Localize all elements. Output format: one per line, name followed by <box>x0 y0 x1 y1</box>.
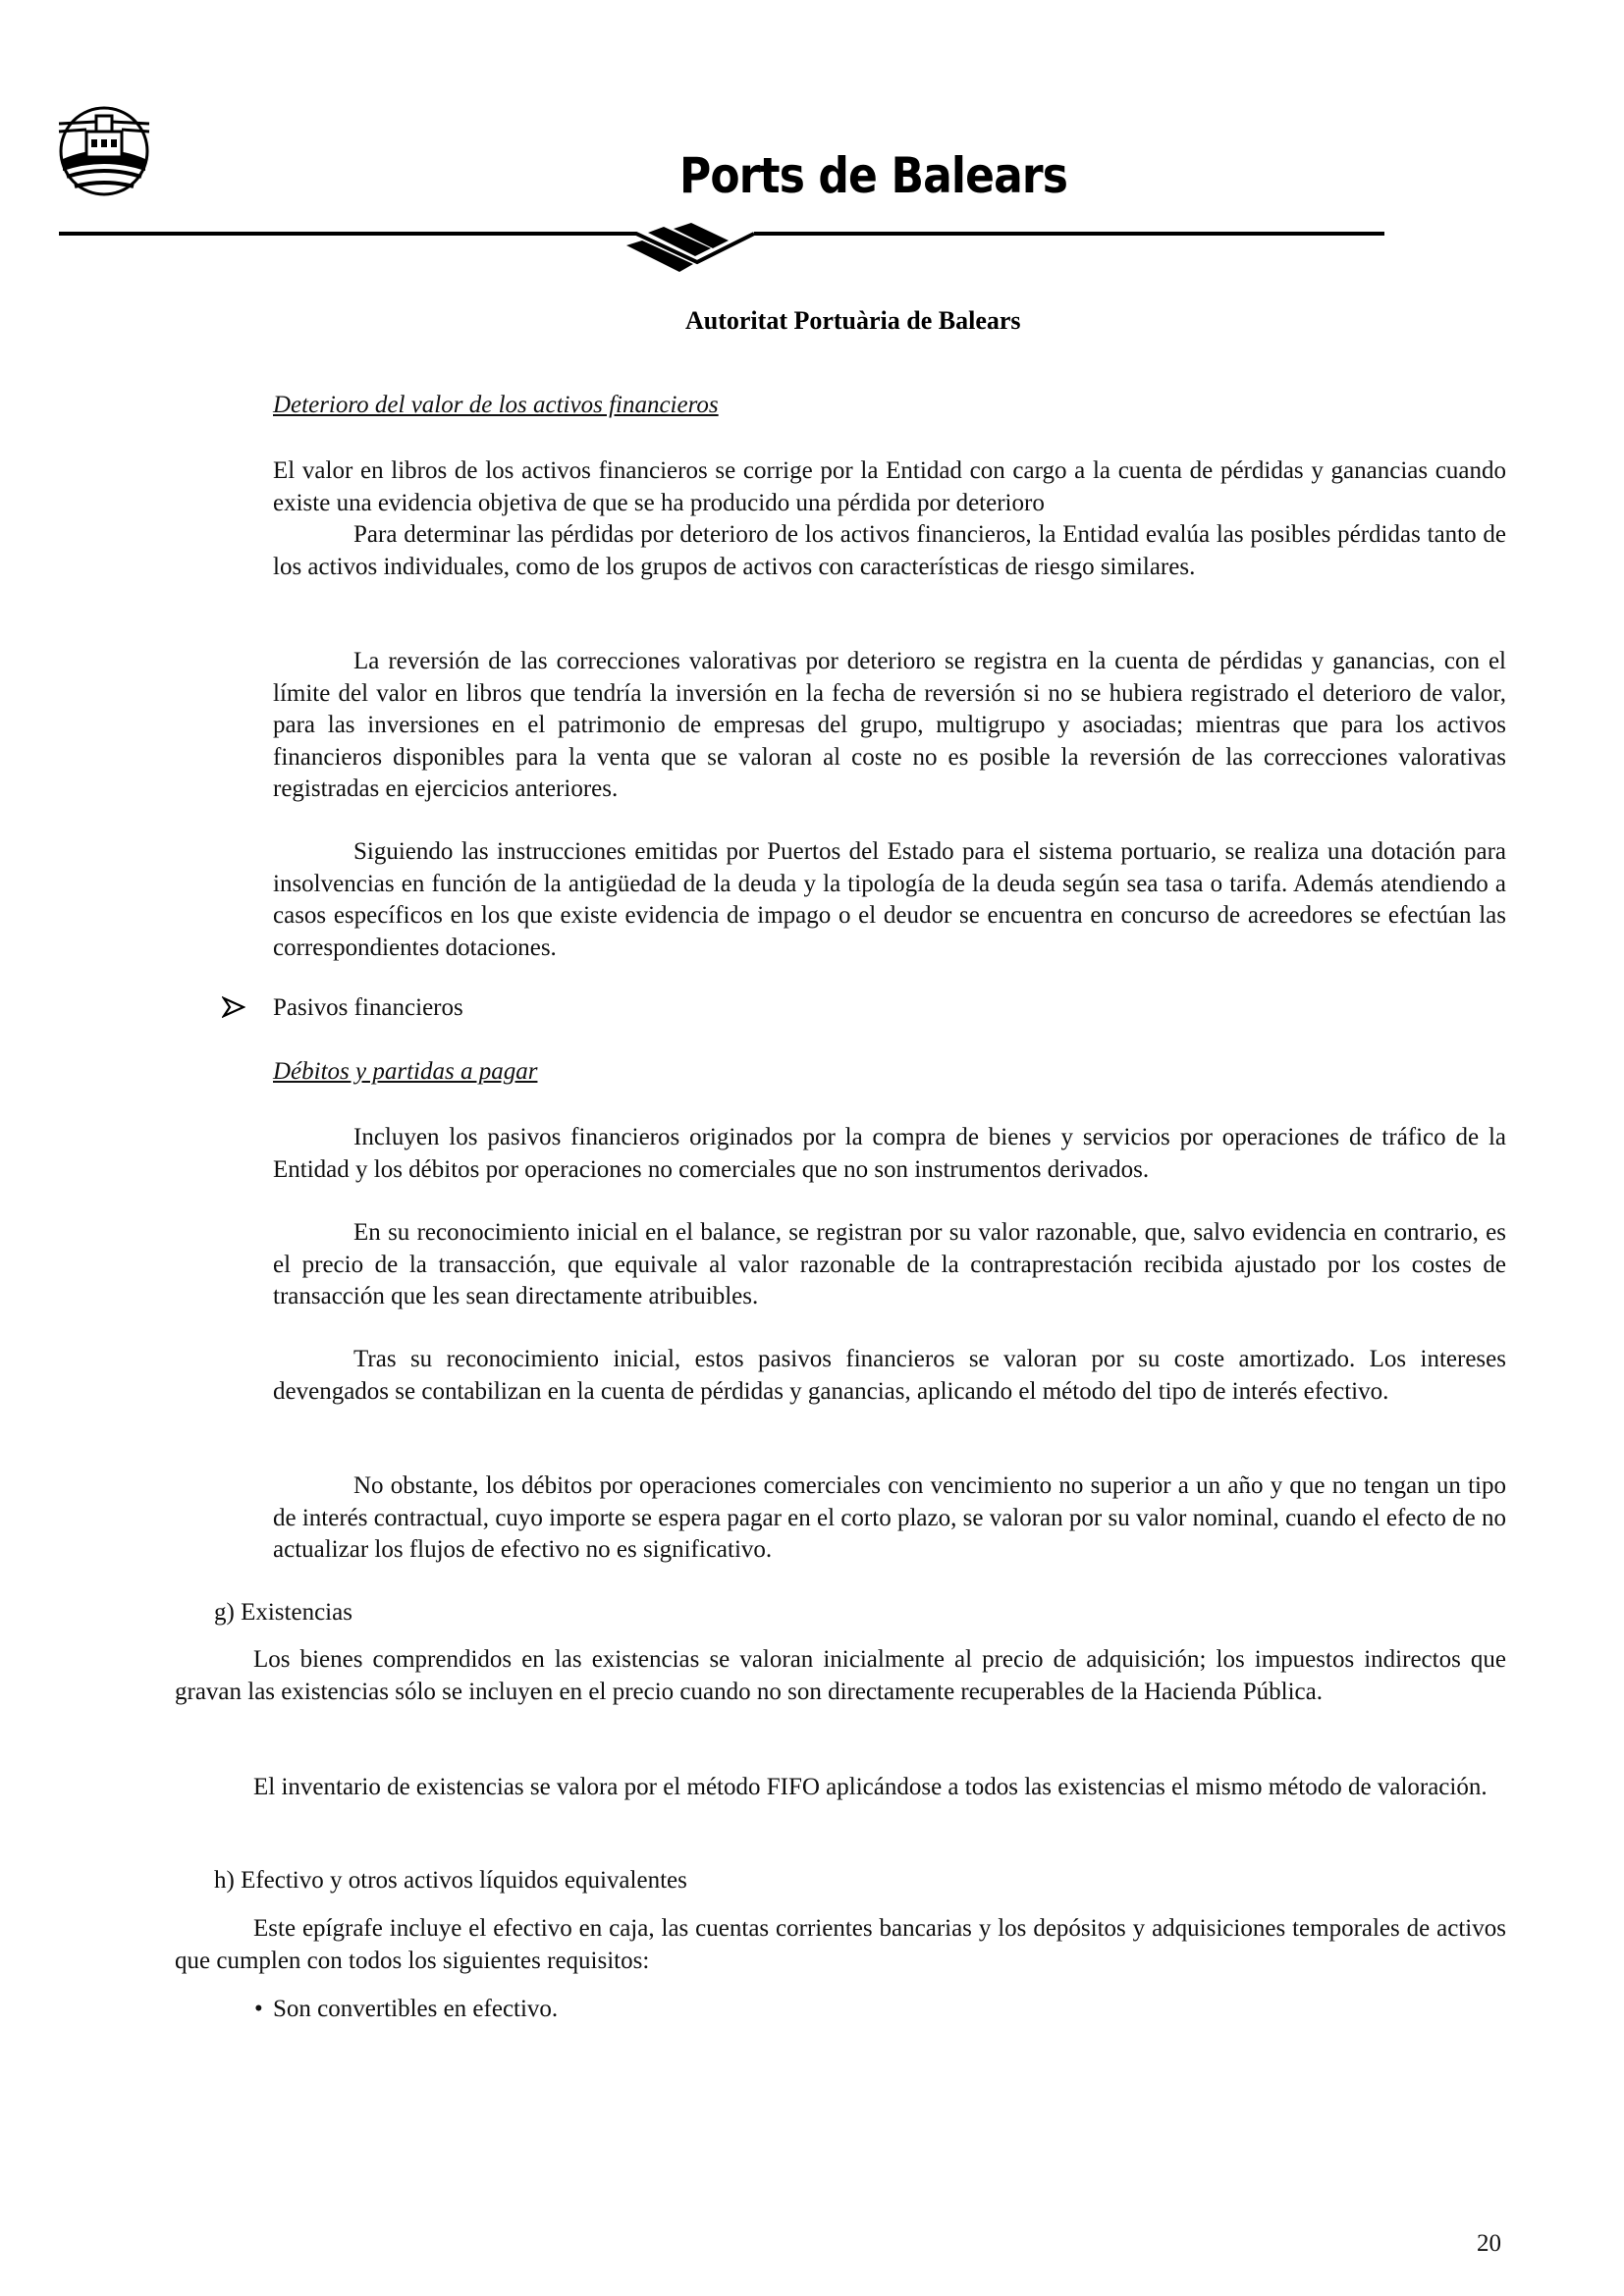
page-number: 20 <box>1477 2230 1501 2257</box>
section-heading-h: h) Efectivo y otros activos líquidos equivalentes <box>214 1867 687 1894</box>
paragraph: Este epígrafe incluye el efectivo en caja, las cuentas corrientes bancarias y los depósitos y adquisiciones temporales de activos que cumplen con todos los siguientes requisitos: <box>175 1915 1506 1974</box>
paragraph: La reversión de las correcciones valorativas por deterioro se registra en la cuenta de pérdidas y ganancias, con el límite del valor en libros que tendría la inversión en la fecha de reversión si no se hubiera registrado el deterioro de valor, para las inversiones en el patrimonio de empresas del grupo, multigrupo y asociadas; mientras que para los activos financieros disponibles para la venta que se valoran al coste no es posible la reversión de las correcciones valorativas registradas en ejercicios anteriores. <box>273 648 1506 802</box>
brand-title: Ports de Balears <box>679 147 1068 204</box>
paragraph: Siguiendo las instrucciones emitidas por Puertos del Estado para el sistema portuario, se realiza una dotación para insolvencias en función de la antigüedad de la deuda y la tipología de la deuda según sea tasa o tarifa. Además atendiendo a casos específicos en los que existe evidencia de impago o el deudor se encuentra en concurso de acreedores se efectúan las correspondientes dotaciones. <box>273 838 1506 961</box>
bullet-dot-icon: • <box>254 1996 263 2022</box>
paragraph: Incluyen los pasivos financieros originados por la compra de bienes y servicios por operaciones de tráfico de la Entidad y los débitos por operaciones no comerciales que no son instrumentos derivados. <box>273 1124 1506 1183</box>
paragraph: No obstante, los débitos por operaciones comerciales con vencimiento no superior a un año y que no tengan un tipo de interés contractual, cuyo importe se espera pagar en el corto plazo, se valoran por su valor nominal, cuando el efecto de no actualizar los flujos de efectivo no es significativo. <box>273 1472 1506 1563</box>
subsection-title-debitos: Débitos y partidas a pagar <box>273 1058 538 1085</box>
paragraph: Tras su reconocimiento inicial, estos pasivos financieros se valoran por su coste amortizado. Los intereses devengados se contabilizan en la cuenta de pérdidas y ganancias, aplicando el método del tipo de interés efectivo. <box>273 1346 1506 1405</box>
paragraph: Para determinar las pérdidas por deterioro de los activos financieros, la Entidad evalúa las posibles pérdidas tanto de los activos individuales, como de los grupos de activos con características de riesgo similares. <box>273 521 1506 580</box>
paragraph: El inventario de existencias se valora por el método FIFO aplicándose a todos las existencias el mismo método de valoración. <box>253 1774 1488 1800</box>
subsection-title-deterioro: Deterioro del valor de los activos financieros <box>273 392 719 418</box>
paragraph: En su reconocimiento inicial en el balance, se registran por su valor razonable, que, salvo evidencia en contrario, es el precio de la transacción, que equivale al valor razonable de la contraprestación recibida ajustado por los costes de transacción que les sean directamente atribuibles. <box>273 1219 1506 1309</box>
paragraph: El valor en libros de los activos financieros se corrige por la Entidad con cargo a la cuenta de pérdidas y ganancias cuando existe una evidencia objetiva de que se ha producido una pérdida por deterioro <box>273 457 1506 516</box>
paragraph: Los bienes comprendidos en las existencias se valoran inicialmente al precio de adquisición; los impuestos indirectos que gravan las existencias sólo se incluyen en el precio cuando no son directamente recuperables de la Hacienda Pública. <box>175 1646 1506 1705</box>
port-authority-logo <box>57 102 151 196</box>
authority-name: Autoritat Portuària de Balears <box>685 306 1021 335</box>
header-rule <box>59 221 1384 280</box>
section-heading-g: g) Existencias <box>214 1599 352 1626</box>
list-item: Son convertibles en efectivo. <box>273 1996 559 2022</box>
list-item-pasivos: Pasivos financieros <box>273 994 463 1021</box>
arrow-bullet-icon <box>222 995 245 1019</box>
